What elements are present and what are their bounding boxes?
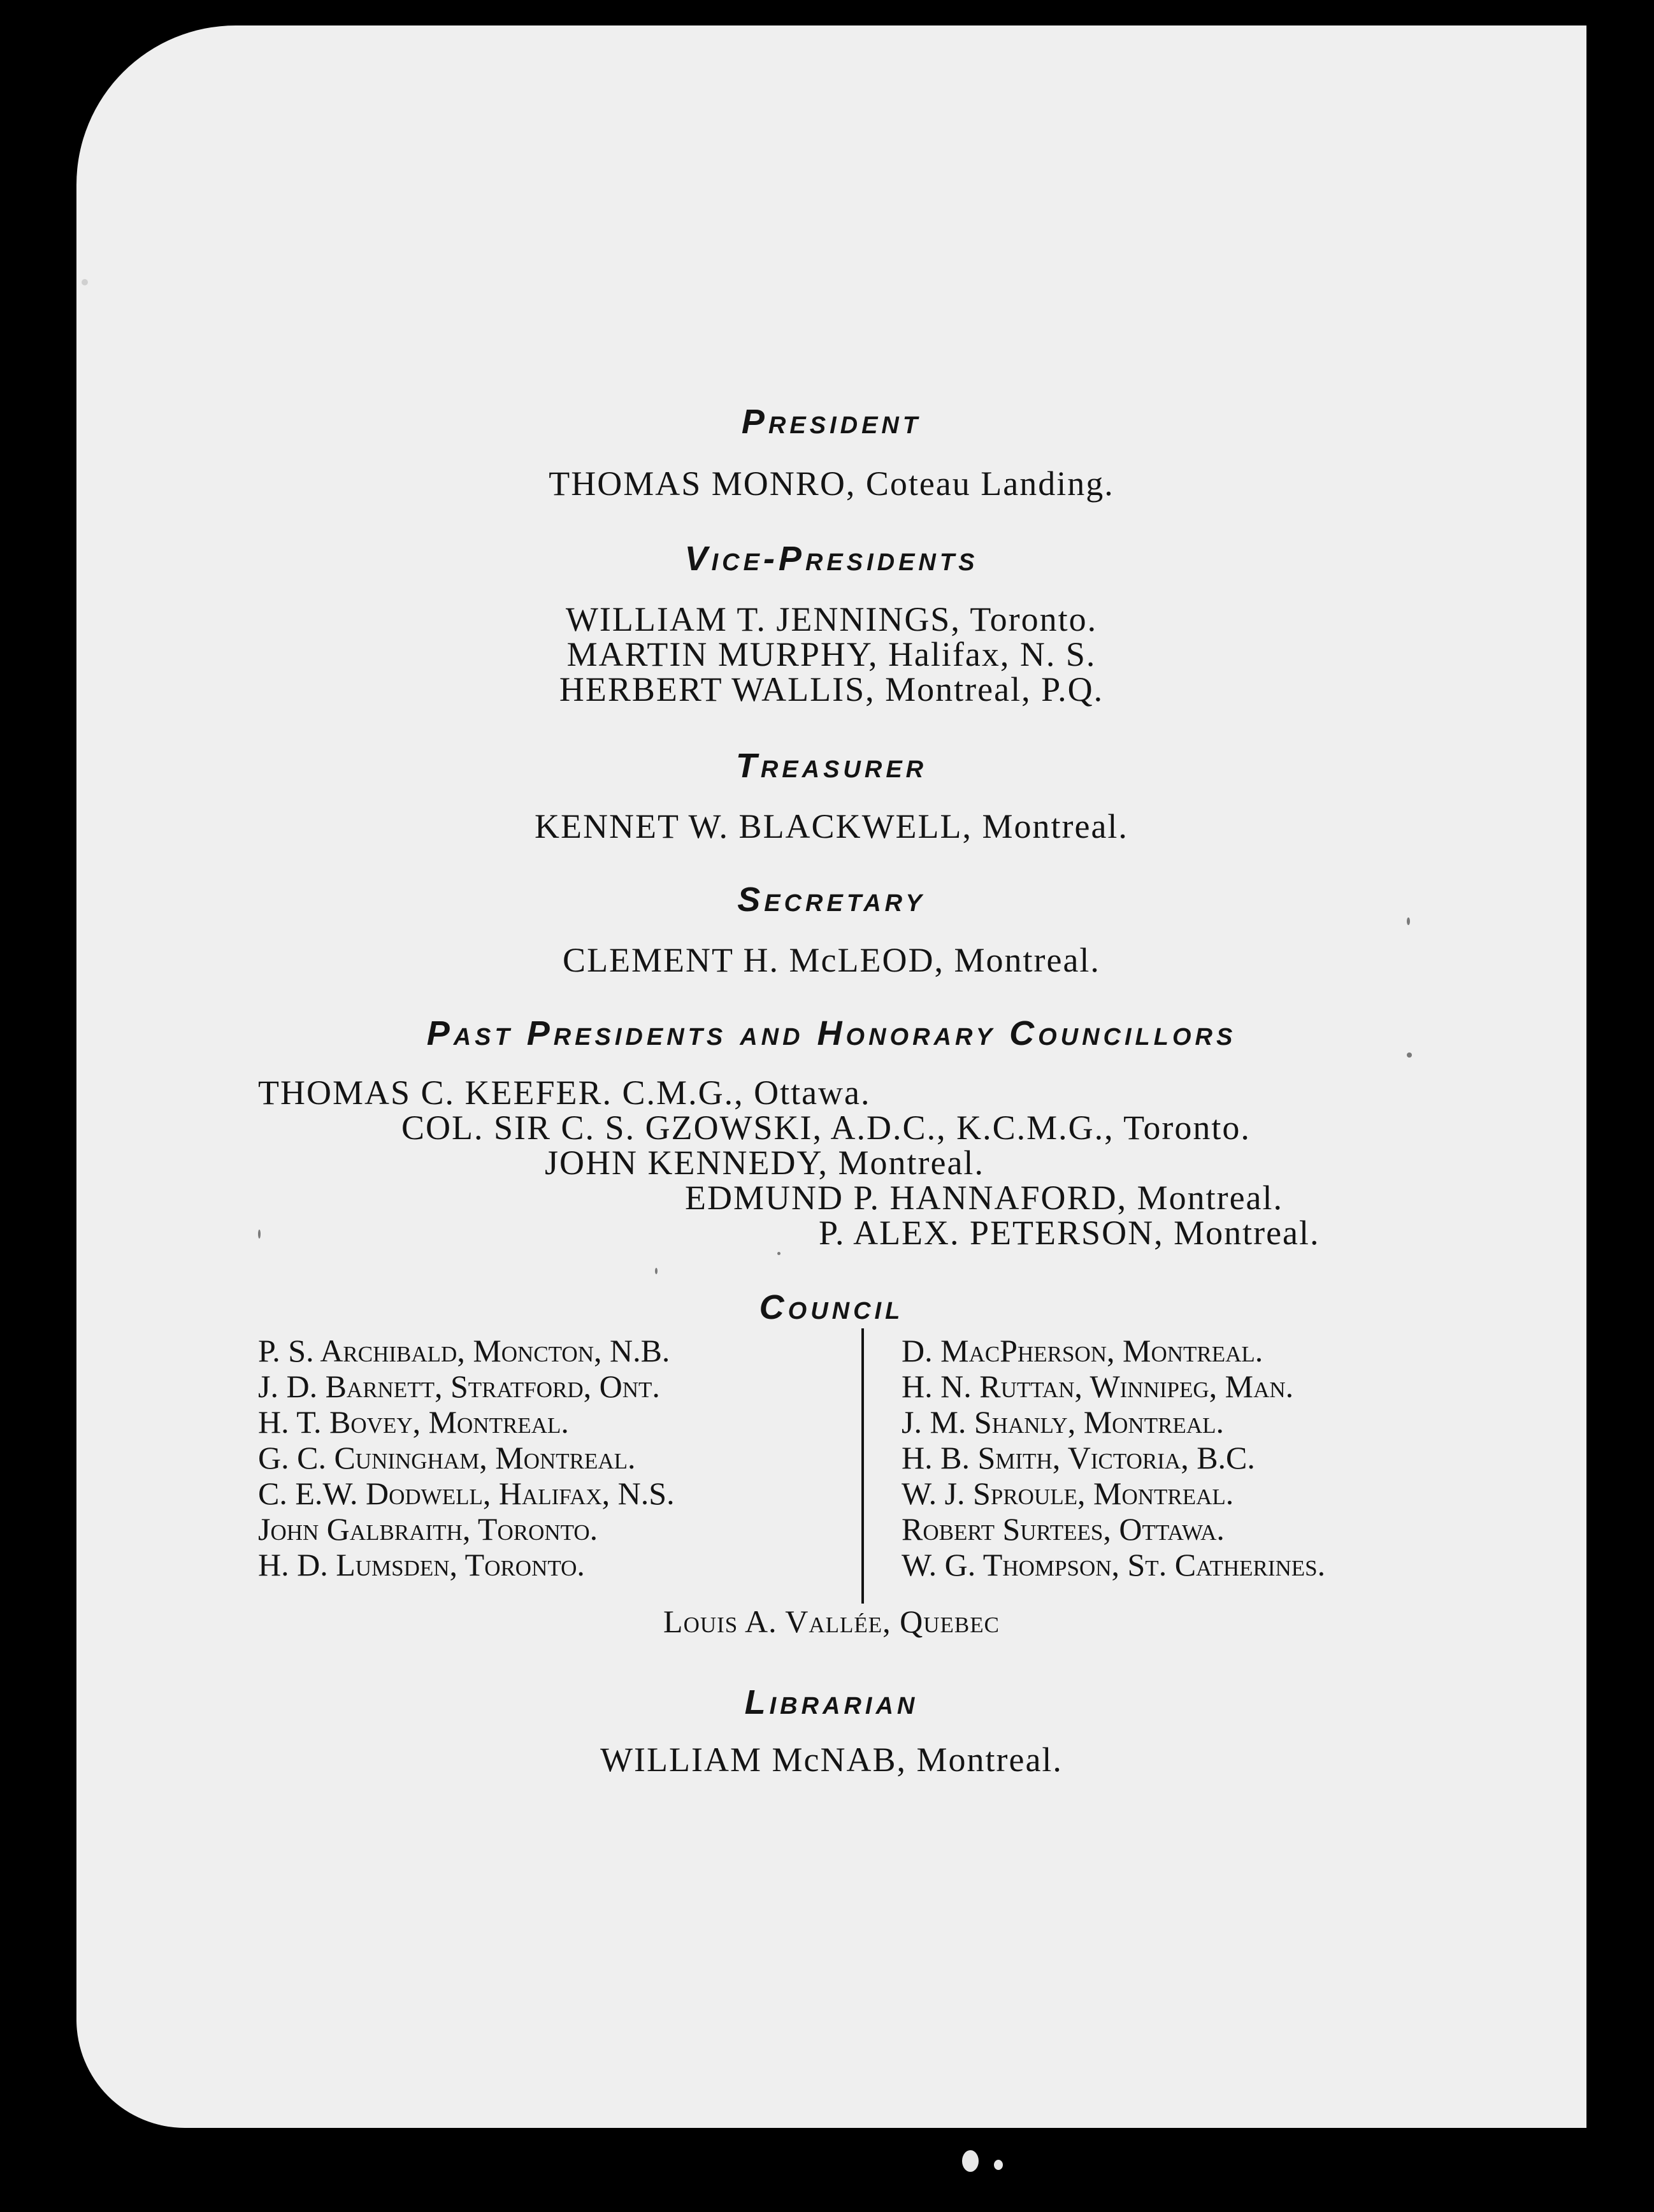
past-president-5: P. ALEX. PETERSON, Montreal. xyxy=(819,1214,1320,1252)
council-column-divider xyxy=(861,1328,864,1604)
vice-president-3: HERBERT WALLIS, Montreal, P.Q. xyxy=(559,670,1104,708)
edge-blot xyxy=(994,2160,1003,2170)
secretary-heading: Secretary xyxy=(737,880,926,919)
past-president-2: COL. SIR C. S. GZOWSKI, A.D.C., K.C.M.G., Toronto. xyxy=(401,1109,1251,1147)
past-president-1: THOMAS C. KEEFER. C.M.G., Ottawa. xyxy=(258,1074,871,1112)
council-member: Robert Surtees, Ottawa. xyxy=(902,1511,1225,1547)
paper-speck xyxy=(258,1230,261,1239)
paper-speck xyxy=(1407,1052,1412,1058)
council-member: J. M. Shanly, Montreal. xyxy=(902,1404,1224,1440)
paper-speck xyxy=(777,1252,780,1255)
council-last-member: Louis A. Vallée, Quebec xyxy=(663,1604,1000,1639)
council-member: W. J. Sproule, Montreal. xyxy=(902,1476,1234,1511)
council-member: D. MacPherson, Montreal. xyxy=(902,1333,1263,1368)
council-member: P. S. Archibald, Moncton, N.B. xyxy=(258,1333,670,1368)
treasurer-name: KENNET W. BLACKWELL, Montreal. xyxy=(535,807,1128,845)
council-member: H. B. Smith, Victoria, B.C. xyxy=(902,1440,1255,1476)
officer-card xyxy=(76,25,1586,2128)
paper-speck xyxy=(655,1268,658,1274)
council-left-column xyxy=(258,1333,675,1583)
president-heading: President xyxy=(741,403,922,441)
paper-speck xyxy=(1407,917,1410,925)
past-presidents-heading: Past Presidents and Honorary Councillors xyxy=(426,1014,1237,1052)
president-name: THOMAS MONRO, Coteau Landing. xyxy=(549,464,1114,503)
council-right-column xyxy=(902,1333,1325,1583)
edge-blot xyxy=(82,279,88,285)
council-member: John Galbraith, Toronto. xyxy=(258,1511,598,1547)
librarian-heading: Librarian xyxy=(744,1683,919,1721)
librarian-name: WILLIAM McNAB, Montreal. xyxy=(600,1741,1063,1779)
secretary-name: CLEMENT H. McLEOD, Montreal. xyxy=(563,941,1100,979)
council-heading: Council xyxy=(759,1288,904,1326)
council-member: W. G. Thompson, St. Catherines. xyxy=(902,1547,1326,1583)
council-member: H. N. Ruttan, Winnipeg, Man. xyxy=(902,1368,1294,1404)
past-president-3: JOHN KENNEDY, Montreal. xyxy=(545,1144,984,1182)
edge-blot xyxy=(962,2150,979,2172)
vice-president-1: WILLIAM T. JENNINGS, Toronto. xyxy=(565,600,1098,638)
council-member: H. T. Bovey, Montreal. xyxy=(258,1404,569,1440)
council-member: C. E.W. Dodwell, Halifax, N.S. xyxy=(258,1476,675,1511)
vice-president-2: MARTIN MURPHY, Halifax, N. S. xyxy=(566,635,1097,673)
council-member: J. D. Barnett, Stratford, Ont. xyxy=(258,1368,660,1404)
council-member: H. D. Lumsden, Toronto. xyxy=(258,1547,585,1583)
past-president-4: EDMUND P. HANNAFORD, Montreal. xyxy=(685,1179,1284,1217)
vice-presidents-heading: Vice-Presidents xyxy=(684,540,979,578)
treasurer-heading: Treasurer xyxy=(735,747,928,785)
council-member: G. C. Cuningham, Montreal. xyxy=(258,1440,636,1476)
